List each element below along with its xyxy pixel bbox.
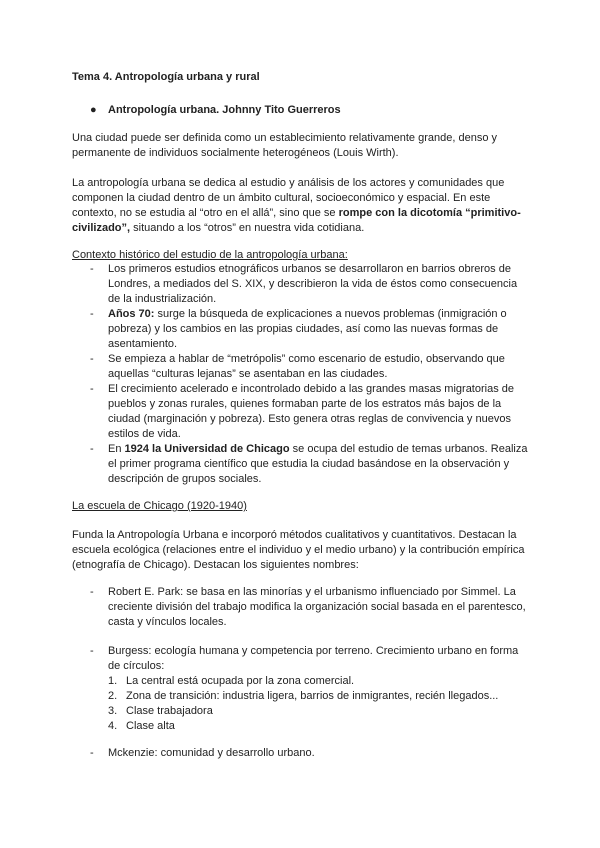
list-item: - Robert E. Park: se basa en las minorías y el urbanismo influenciado por Simmel. La creciente división del trabajo modifica la organización social basada en el parentesco, casta y vínculos locales. [72, 585, 528, 630]
burgess-list [72, 644, 528, 734]
numbered-item: 3. Clase trabajadora [108, 705, 213, 717]
list-item: - Se empieza a hablar de “metrópolis” como escenario de estudio, observando que aquellas “culturas lejanas” se asentaban en las ciudades. [72, 352, 528, 382]
list-item: - En 1924 la Universidad de Chicago se ocupa del estudio de temas urbanos. Realiza el primer programa científico que estudia la ciudad basándose en la observación y descripción de grupos sociales. [72, 442, 528, 487]
numbered-item: 1. La central está ocupada por la zona comercial. [108, 675, 355, 687]
definition-paragraph: Una ciudad puede ser definida como un establecimiento relativamente grande, denso y permanente de individuos socialmente heterogéneos (Louis Wirth). [72, 132, 497, 159]
numbered-item: 4. Clase alta [108, 720, 175, 732]
list-item: - Burgess: ecología humana y competencia por terreno. Crecimiento urbano en forma de círculos: 1. La central está ocupada por la zona comercial. 2. Zona de transición: industria ligera, barrios de inmigrantes, recién llegados... 3. Clase trabajadora 4. Clase alta [72, 644, 528, 734]
list-item: - Los primeros estudios etnográficos urbanos se desarrollaron en barrios obreros de Londres, a mediados del S. XIX, y describieron la vida de éstos como consecuencia de la industrialización. [72, 262, 528, 307]
urban-anthropology-paragraph [72, 176, 528, 236]
p2-part-c: situando a los “otros” en nuestra vida cotidiana. [130, 222, 365, 234]
list-item: - Mckenzie: comunidad y desarrollo urbano. [72, 746, 528, 761]
numbered-item: 2. Zona de transición: industria ligera, barrios de inmigrantes, recién llegados... [108, 690, 499, 702]
chicago-intro: Funda la Antropología Urbana e incorporó métodos cualitativos y cuantitativos. Destacan la escuela ecológica (relaciones entre el individuo y el medio urbano) y la contribución empírica (etnografía de Chicago). Destacan los siguientes nombres: [72, 529, 525, 571]
context-heading: Contexto histórico del estudio de la antropología urbana: [72, 249, 348, 261]
list-item: - El crecimiento acelerado e incontrolado debido a las grandes masas migratorias de pueblos y zonas rurales, quienes formaban parte de los estratos más bajos de la ciudad (marginación y pobreza). Esto genera otras reglas de convivencia y nuevos estilos de vida. [72, 382, 528, 442]
park-list [72, 585, 528, 630]
subtitle-text: Antropología urbana. Johnny Tito Guerreros [108, 104, 341, 116]
bullet-icon: ● [90, 104, 97, 116]
chicago-heading: La escuela de Chicago (1920-1940) [72, 500, 247, 512]
list-item: - Años 70: surge la búsqueda de explicaciones a nuevos problemas (inmigración o pobreza) y los cambios en las propias ciudades, así como las nuevas formas de asentamiento. [72, 307, 528, 352]
mckenzie-list [72, 746, 528, 761]
context-list [72, 262, 528, 487]
p2-part-a: La antropología urbana se dedica al estudio y análisis de los actores y comunidades que componen la ciudad dentro de un ámbito cultural, socioeconómico y espacial. En este contexto, no se estudia al “otro en el allá”, sino que se [72, 177, 505, 219]
section-subtitle [90, 103, 546, 118]
page-title: Tema 4. Antropología urbana y rural [72, 71, 260, 83]
p2-bold: rompe con la dicotomía “primitivo-civilizado”, [72, 207, 521, 234]
